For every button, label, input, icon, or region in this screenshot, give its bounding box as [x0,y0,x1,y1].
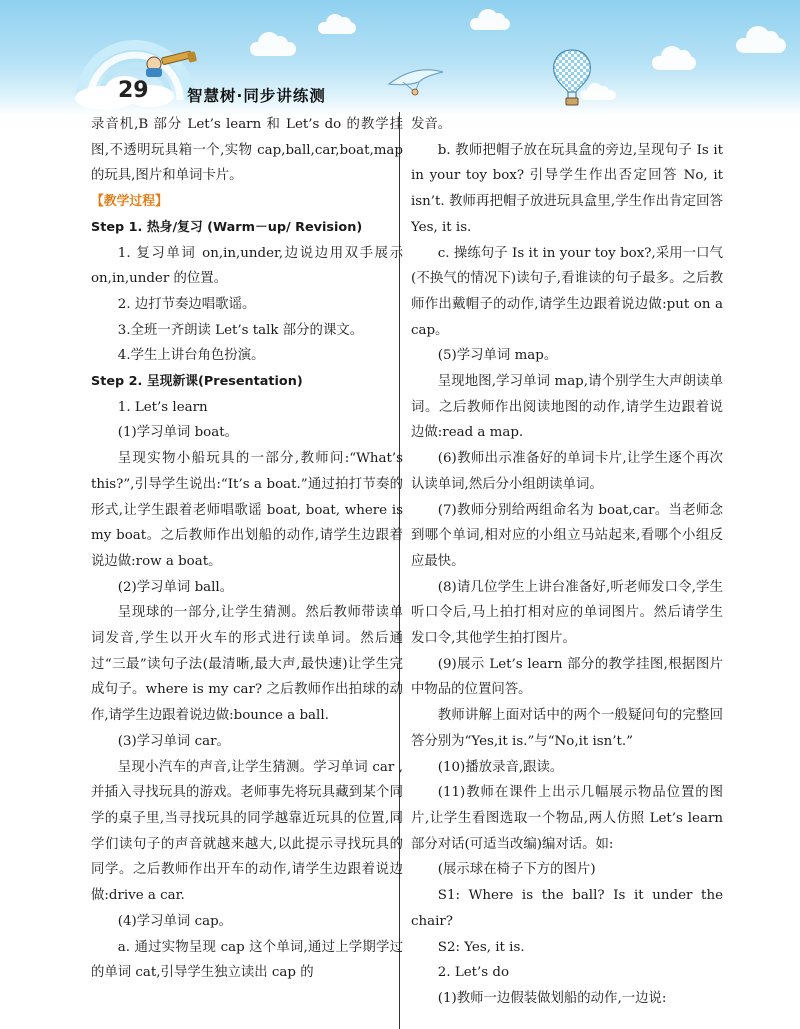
cloud-icon [318,22,356,34]
page-number: 29 [118,78,149,103]
paragraph: c. 操练句子 Is it in your toy box?,采用一口气(不换气的情况下)读句子,看谁读的句子最多。之后教师作出戴帽子的动作,请学生边跟着说边做:put on a cap。 [411,245,723,338]
paragraph: 录音机,B 部分 Let’s learn 和 Let’s do 的教学挂图,不透明玩具箱一个,实物 cap,ball,car,boat,map 的玩具,图片和单词卡片。 [91,117,403,184]
cloud-icon [250,42,296,56]
section-heading: Step 2. 呈现新课(Presentation) [91,374,303,390]
paragraph: (2)学习单词 ball。 [117,579,234,595]
cloud-icon [736,38,786,53]
paragraph: (3)学习单词 car。 [117,733,230,749]
cloud-icon [470,18,510,30]
right-column [411,112,723,1012]
paragraph: 发音。 [411,117,452,132]
paragraph: 3.全班一齐朗读 Let’s talk 部分的课文。 [117,322,364,338]
paragraph: (9)展示 Let’s learn 部分的教学挂图,根据图片中物品的位置问答。 [411,656,723,698]
paragraph: 呈现地图,学习单词 map,请个别学生大声朗读单词。之后教师作出阅读地图的动作,请学生边跟着说边做:read a map. [411,374,723,441]
paragraph: 2. 边打节奏边唱歌谣。 [117,296,256,312]
paragraph: (1)教师一边假装做划船的动作,一边说: [437,990,667,1006]
hot-air-balloon-icon [550,48,594,108]
paragraph: 呈现实物小船玩具的一部分,教师问:“What’s this?”,引导学生说出:“It’s a boat.”通过拍打节奏的形式,让学生跟着老师唱歌谣 boat, boat, where is my boat。之后教师作出划船的动作,请学生边跟着说边做:row a boat。 [91,451,403,569]
paragraph: 2. Let’s do [437,965,510,981]
paragraph: S1: Where is the ball? Is it under the chair? [411,888,723,929]
paragraph: (5)学习单词 map。 [437,348,558,364]
section-heading: Step 1. 热身/复习 (Warm－up/ Revision) [91,219,363,235]
paragraph: (1)学习单词 boat。 [117,425,238,441]
paragraph: 教师讲解上面对话中的两个一般疑问句的完整回答分别为“Yes,it is.”与“No,it isn’t.” [411,708,723,749]
section-tag: 【教学过程】 [91,194,168,210]
paragraph: S2: Yes, it is. [437,939,525,955]
paragraph: (4)学习单词 cap。 [117,913,233,929]
paragraph: 呈现小汽车的声音,让学生猜测。学习单词 car ,并插入寻找玩具的游戏。老师事先将玩具藏到某个同学的桌子里,当寻找玩具的同学越靠近玩具的位置,同学们读句子的声音就越来越大,以此提示寻找玩具的同学。之后教师作出开车的动作,请学生边跟着说边做:drive a car. [91,759,403,904]
paragraph: 4.学生上讲台角色扮演。 [117,348,265,364]
telescope-kid-icon [140,48,210,78]
paragraph: (10)播放录音,跟读。 [437,759,564,775]
glider-icon [385,62,447,98]
paragraph: (7)教师分别给两组命名为 boat,car。当老师念到哪个单词,相对应的小组立马站起来,看哪个小组反应最快。 [411,502,723,569]
paragraph: (11)教师在课件上出示几幅展示物品位置的图片,让学生看图选取一个物品,两人仿照 Let’s learn 部分对话(可适当改编)编对话。如: [411,785,723,852]
paragraph: b. 教师把帽子放在玩具盒的旁边,呈现句子 Is it in your toy box? 引导学生作出否定回答 No, it isn’t. 教师再把帽子放进玩具盒里,学生作出肯定回答 Yes, it is. [411,142,723,235]
book-title: 智慧树·同步讲练测 [187,87,326,105]
paragraph: 1. 复习单词 on,in,under,边说边用双手展示 on,in,under 的位置。 [91,245,403,287]
paragraph: (8)请几位学生上讲台准备好,听老师发口令,学生听口令后,马上拍打相对应的单词图片。然后请学生发口令,其他学生拍打图片。 [411,579,723,647]
paragraph: 1. Let’s learn [117,399,208,415]
cloud-icon [652,56,696,70]
paragraph: (展示球在椅子下方的图片) [437,862,596,878]
paragraph: 呈现球的一部分,让学生猜测。然后教师带读单词发音,学生以开火车的形式进行读单词。然后通过“三最”读句子法(最清晰,最大声,最快速)让学生完成句子。where is my car? 之后教师作出拍球的动作,请学生边跟着说边做:bounce a ball. [91,605,403,724]
left-column [91,112,403,986]
paragraph: (6)教师出示准备好的单词卡片,让学生逐个再次认读单词,然后分小组朗读单词。 [411,451,723,492]
paragraph: a. 通过实物呈现 cap 这个单词,通过上学期学过的单词 cat,引导学生独立读出 cap 的 [91,939,403,981]
